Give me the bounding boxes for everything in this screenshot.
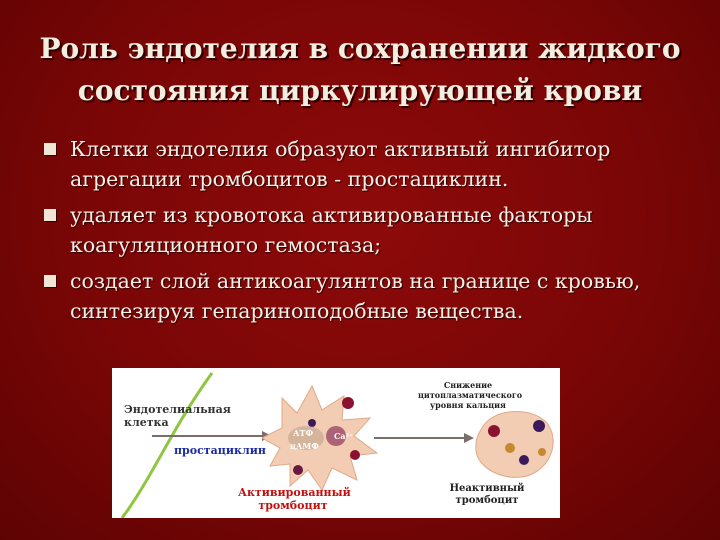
- calcium-label: Ca²⁺: [334, 431, 354, 441]
- bullet-text: удаляет из кровотока активированные факторы коагуляционного гемостаза;: [70, 203, 593, 257]
- camp-label: цАМФ: [290, 441, 319, 451]
- bullet-item: [44, 200, 684, 260]
- bullet-text: создает слой антикоагулянтов на границе с кровью, синтезируя гепариноподобные вещества.: [70, 269, 641, 323]
- bullet-list: [44, 134, 684, 332]
- atp-label: АТФ: [293, 428, 314, 438]
- prostacyclin-label: простациклин: [174, 444, 266, 457]
- platelet-diagram: [112, 368, 560, 518]
- square-bullet-icon: [44, 275, 56, 287]
- endothelial-cell-label: Эндотелиальная клетка: [124, 403, 231, 429]
- square-bullet-icon: [44, 143, 56, 155]
- activated-platelet-label: Активированный тромбоцит: [238, 486, 351, 512]
- calcium-decrease-label: Снижение цитоплазматического уровня кальция: [418, 380, 523, 410]
- inactive-platelet-label: Неактивный тромбоцит: [449, 483, 525, 506]
- bullet-text: Клетки эндотелия образуют активный ингибитор агрегации тромбоцитов - простациклин.: [70, 137, 611, 191]
- bullet-item: [44, 134, 684, 194]
- bullet-item: [44, 266, 684, 326]
- inactive-platelet-shape: [476, 412, 553, 478]
- arrow-head-icon: [464, 433, 474, 443]
- activated-platelet-shape: [262, 386, 377, 490]
- square-bullet-icon: [44, 209, 56, 221]
- slide-title: Роль эндотелия в сохранении жидкого состояния циркулирующей крови: [39, 32, 681, 107]
